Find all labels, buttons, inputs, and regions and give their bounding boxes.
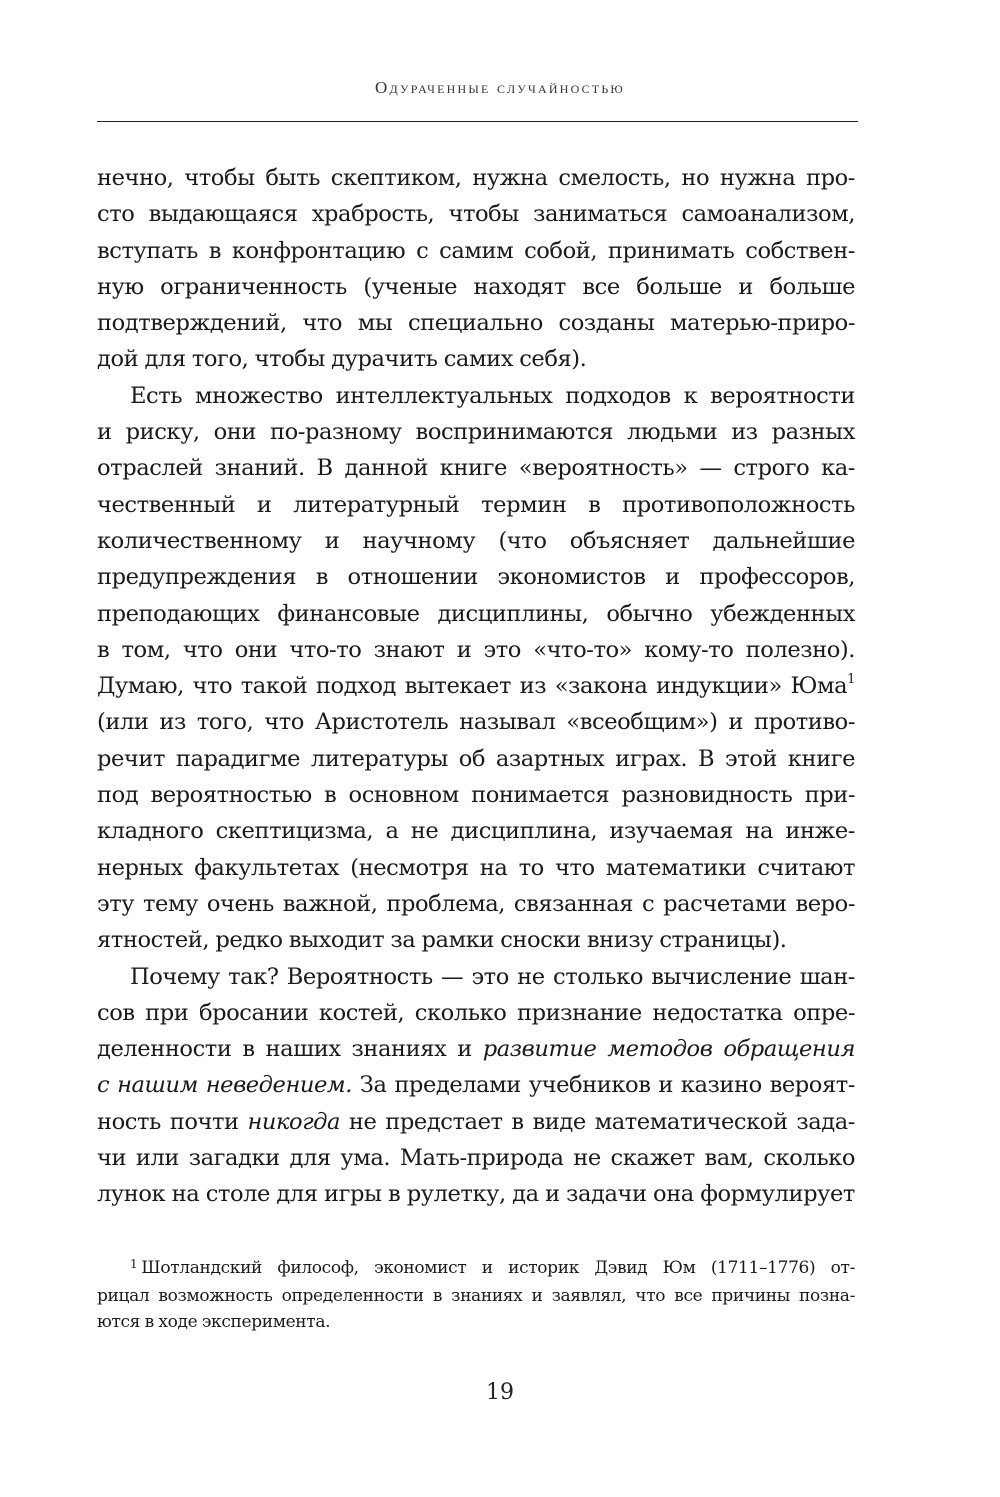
text-line: и риску, они по-разному воспринимаются людьми из разных [97, 419, 855, 446]
text-line: кладного скептицизма, а не дисциплина, изучаемая на инже- [97, 818, 855, 845]
text-line [97, 1104, 855, 1140]
text-line: отраслей знаний. В данной книге «вероятность» — строго ка- [97, 455, 855, 482]
text-segment: не предстает в виде математической зада- [340, 1108, 855, 1135]
text-line: сто выдающаяся храбрость, чтобы заниматься самоанализом, [97, 201, 855, 228]
footnote [97, 1255, 855, 1336]
text-line: речит парадигме литературы об азартных играх. В этой книге [97, 745, 855, 772]
text-line: предупреждения в отношении экономистов и профессоров, [97, 564, 855, 591]
text-line: нерных факультетах (несмотря на то что математики считают [97, 854, 855, 881]
text-line: чественный и литературный термин в противоположность [97, 491, 855, 518]
text-line [97, 1031, 855, 1067]
text-segment: ность почти [97, 1108, 248, 1135]
text-segment: деленности в наших знаниях и [97, 1036, 483, 1063]
footnote-line: рицал возможность определенности в знаниях и заявлял, что все причины позна- [97, 1285, 855, 1306]
italic-text: с нашим неведением. [97, 1072, 352, 1099]
running-title: Одураченные случайностью [375, 78, 625, 97]
text-line: Почему так? Вероятность — это не столько вычисление шан- [130, 963, 855, 990]
text-line-content: Думаю, что такой подход вытекает из «закона индукции» Юма [97, 673, 848, 700]
header-rule [97, 121, 858, 122]
italic-text: развитие методов обращения [482, 1036, 855, 1063]
text-line: в том, что они что-то знают и это «что-то» кому-то полезно). [97, 636, 855, 663]
text-line-with-footnote-ref [97, 668, 855, 704]
footnote-text: Шотландский философ, экономист и историк Дэвид Юм (1711–1776) от- [141, 1258, 855, 1278]
text-line: лунок на столе для игры в рулетку, да и задачи она формулирует [97, 1181, 855, 1208]
text-line: количественному и научному (что объясняет дальнейшие [97, 527, 855, 554]
text-line: вступать в конфронтацию с самим собой, принимать собствен- [97, 237, 855, 264]
text-line: ятностей, редко выходит за рамки сноски внизу страницы). [97, 927, 787, 954]
text-line: чи или загадки для ума. Мать-природа не скажет вам, сколько [97, 1145, 855, 1172]
text-line: нечно, чтобы быть скептиком, нужна смелость, но нужна про- [97, 165, 855, 191]
text-line: дой для того, чтобы дурачить самих себя). [97, 346, 587, 373]
text-line [97, 1067, 855, 1103]
text-line: сов при бросании костей, сколько признание недостатка опре- [97, 999, 855, 1026]
text-line: Есть множество интеллектуальных подходов к вероятности [130, 382, 855, 409]
footnote-line: ются в ходе эксперимента. [97, 1312, 331, 1332]
text-line: преподающих финансовые дисциплины, обычно убежденных [97, 600, 855, 627]
main-text [97, 160, 855, 1213]
text-line: под вероятностью в основном понимается разновидность при- [97, 782, 855, 809]
footnote-line [97, 1255, 855, 1283]
text-segment: За пределами учебников и казино вероят- [351, 1072, 855, 1099]
footnote-mark: 1 [130, 1257, 138, 1271]
text-line: эту тему очень важной, проблема, связанная с расчетами веро- [97, 890, 855, 917]
text-line: подтверждений, что мы специально созданы матерью-приро- [97, 310, 855, 337]
footnote-reference: 1 [847, 671, 855, 687]
page-number: 19 [486, 1380, 514, 1405]
text-line: ную ограниченность (ученые находят все больше и больше [97, 273, 855, 300]
text-line: (или из того, что Аристотель называл «всеобщим») и противо- [97, 709, 855, 736]
italic-text: никогда [247, 1108, 341, 1135]
